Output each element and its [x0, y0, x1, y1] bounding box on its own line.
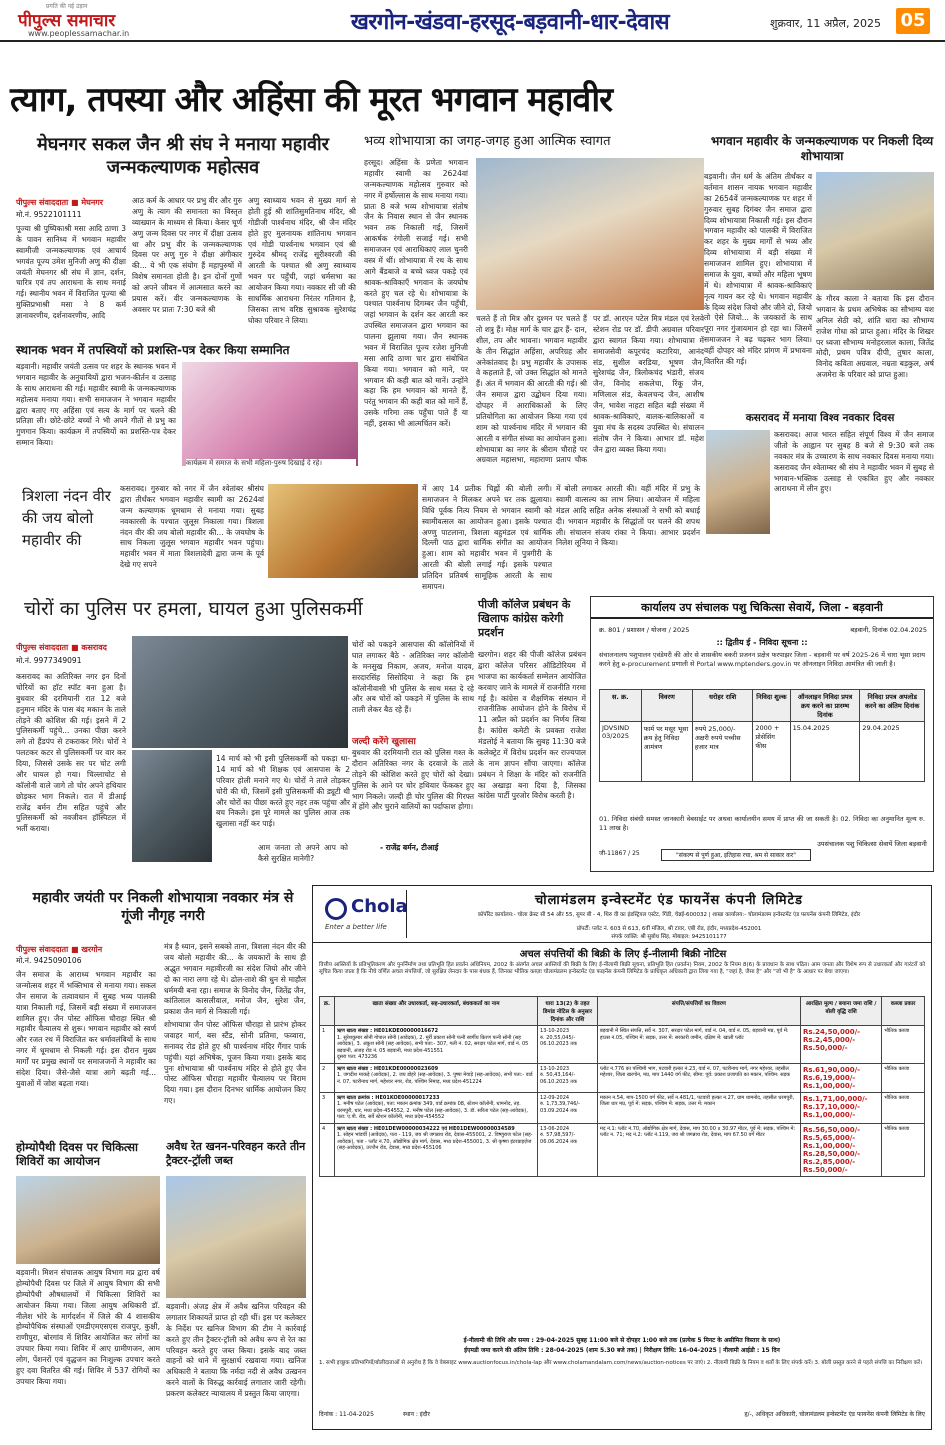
chola-cell — [334, 1063, 537, 1092]
table-row — [600, 722, 925, 782]
chola-intro: वित्तीय आस्तियों के प्रतिभूतिकरण और पुनर्निर्माण तथा प्रतिभूति हित प्रवर्तन अधिनियम, 2002 के अंतर्गत अचल आस्तियों की बिक्री के लिए ई-नीलामी बिक्री सूचना, प्रतिभूति हित (प्रवर्तन) नियम, 2002 के नियम 8(6) के प्रावधान के साथ पठित। आम जनता और विशेष रूप से उधारकर्ता और गारंटरों को सूचित किया जाता है कि नीचे वर्णित अचल संपत्तियाँ, जो सुरक्षित लेनदार के पास बंधक हैं, जिनका भौतिक कब्ज़ा चोलामंडलम इन्वेस्टमेंट एंड फाइनेंस कंपनी लिमिटेड के प्राधिकृत अधिकारी द्वारा लिया गया है, "जहां है, जैसा है" और "जो भी है" के आधार पर बेचा जाएगा। — [319, 962, 925, 976]
chola-cell — [882, 1063, 925, 1092]
main-headline: त्याग, तपस्या और अहिंसा की मूरत भगवान महावीर — [10, 80, 613, 120]
story5-subhead: जल्दी करेंगे खुलासा — [352, 737, 416, 747]
chola-cell — [538, 1123, 598, 1176]
chola-cell-text: ऋण खाता क्रमांक : HE01KOE00000017233 — [336, 1094, 440, 1101]
chola-cell-text: 12-09-2024 — [540, 1094, 570, 1101]
story1-body: पूज्या श्री पुष्पिकाश्री मसा आदि ठाणा 3 के पावन सानिध्य में भगवान महावीर स्वामीजी जन्मकल्याणक एवं आचार्य भगवंत पूज्य उमेश मुनिजी अणु की दीक्षा जयंती मेघनगर श्री संघ में ज्ञान, दर्शन, चारित्र एवं तप आराधना के साथ मनाई गई। स्थानीय भवन में विराजित पूज्या श्री मुक्तिप्रभाश्री मसा ने 8 कर्म ज्ञानावरणीय, दर्शनावरणीय, आदि — [16, 224, 126, 320]
chola-price: Rs.1,71,00,000/- — [802, 1094, 868, 1103]
chola-cell — [597, 1092, 800, 1123]
story1-body2: आठ कर्म के आधार पर प्रभु वीर और गुरु अणु के त्याग की समानता का विस्तृत व्याख्यान के माध्यम से किया। केसर चूर्ण अणु जन्म दिवस पर नगर में दीक्षा उत्सव था और प्रभु वीर के जन्मकल्याणक दिवस पर अणु गुरु ने दीक्षा अंगीकार की... ये भी एक संयोग हैं महापुरुषों में विशेष समानता होती है। इन दोनों गुणों को अपने जीवन में आत्मसात करने का प्रयास करें। वीर जन्मकल्याणक के अवसर पर प्रातः 7:30 बजे श्री — [132, 196, 242, 314]
chola-cell — [334, 1123, 537, 1176]
story3-title: भगवान महावीर के जन्मकल्याणक पर निकली दिव्य शोभायात्रा — [710, 134, 934, 163]
tender-office: कार्यालय उप संचालक पशु चिकित्सा सेवायें, जिला - बड़वानी — [591, 597, 933, 619]
table-row — [320, 1026, 925, 1064]
chola-price-cell — [800, 1063, 881, 1092]
chola-col-header: आरक्षित मूल्य / बयाना जमा राशि / बोली वृद्धि राशि — [800, 997, 881, 1026]
table-row — [320, 1063, 925, 1092]
chola-col-header: धारा 13(2) के तहत डिमांड नोटिस के अनुसार दिनांक और राशि — [538, 997, 598, 1026]
chola-logo — [319, 890, 407, 938]
chola-cell-text: 13-10-2023 — [540, 1065, 570, 1072]
chola-cell — [597, 1063, 800, 1092]
story7-title: महावीर जयंती पर निकली शोभायात्रा नवकार मंत्र से गूंजी नौगृह नगरी — [32, 890, 294, 924]
story5-body: कसरावद का अतिरिक्त नगर इन दिनों चोरियों का हॉट स्पॉट बना हुआ है। बुधवार की दरमियानी रात 12 बजे हनुमान मंदिर के पास बंद मकान के ताले तोड़ने की कोशिश की गई। इसने में 2 पुलिसकर्मी पहुंचे... उनका पीछा करने लगे तो हैंडपंप से टकराकर गिरे। चोरों ने पलटकर कटर से पुलिसकर्मी पर वार कर दिया, जिससे उसके सर पर चोट लगी और घायल हो गया। चिल्लाचोट से कॉलोनी वाले जागे तो चोर अपने हथियार छोड़कर भाग निकले। रात में डीआई राजेंद्र बर्मन टीम सहित पहुंचे और पुलिसकर्मी को नवजीवन हॉस्पिटल में भर्ती कराया। — [16, 672, 126, 834]
chola-cell — [538, 1026, 598, 1064]
chola-heading: अचल संपत्तियों की बिक्री के लिए ई-नीलामी बिक्री नोटिस — [519, 949, 727, 960]
story1b-photo — [182, 362, 358, 466]
story5-body2: चोरों को पकड़ने आसपास की कॉलोनियों में घात लगाकर बैठे - अतिरिक्त नगर कॉलोनी के मनसुख निकाम, अजय, मनोज यादव, सरदारसिंह सिसोदिया ने कहा कि हम कॉलोनीवासी भी पुलिस के साथ मस्त दे रहे और अब चोरों को पकड़ने में पुलिस के साथ ताली लेकर बैठ रहे हैं। — [352, 640, 474, 715]
chola-cell — [538, 1092, 598, 1123]
tender-sign: उपसंचालक पशु चिकित्सा सेवायें जिला बड़वानी — [817, 840, 927, 848]
story1-title: मेघनगर सकल जैन श्री संघ ने मनाया महावीर जन्मकल्याणक महोत्सव — [36, 134, 330, 178]
chola-price: Rs.1,00,000/- — [802, 1081, 856, 1090]
tender-col-header: निविदा शुल्क — [753, 690, 790, 722]
chola-cell-text: रु. 50,43,164/- 06.10.2023 तक — [540, 1072, 577, 1085]
story8-photo — [16, 1176, 160, 1264]
story4-title: त्रिशला नंदन वीर की जय बोलो महावीर की — [22, 487, 111, 549]
tender-notes: 01. निविदा संबंधी समस्त जानकारी वेबसाईट पर अथवा कार्यालयीन समय में प्राप्त की जा सकती है। 02. निविदा का अनुमानित मूल्य रु. 11 लाख है। — [599, 815, 925, 833]
story1-byline: पीपुल्स संवाददाता ■ मेघनगर — [16, 198, 104, 207]
chola-cell — [882, 1092, 925, 1123]
story5-byline: पीपुल्स संवाददाता ■ कसरावद — [16, 643, 107, 652]
masthead-logo[interactable] — [6, 2, 186, 38]
tender-cell: JDVSIND 03/2025 — [600, 722, 642, 782]
story2-body: हरसूद। अहिंसा के प्रणेता भगवान महावीर स्वामी का 2624वां जन्मकल्याणक महोत्सव गुरुवार को नगर में हर्षोल्लास के साथ मनाया गया। प्रातः 8 बजे भव्य शोभायात्रा संतोष जैन के निवास स्थान से जैन स्थानक भवन तक निकाली गई, जिसमें आकर्षक रंगोली सजाई गई। सभी समाजजन एवं आराधिकाएं लाल चुनरी वस्त्र में थीं। शोभायात्रा में रथ के साथ आगे बैंडबाजे व बच्चे ध्वज पकड़े एवं श्रावक-श्राविकाएँ भगवान के जयघोष करते हुए चल रहे थे। शोभायात्रा के पश्चात पार्श्वनाथ दिगम्बर जैन पहुँची, जहां भगवान के दर्शन कर आरती कर उपस्थित समाजजन द्वारा भगवान का पालना झुलाया गया। जैन स्थानक भवन में विराजित पूज्य रजेश मुनिजी मसा आदि ठाणा चार द्वारा संबोधित किया गया। भगवान को माने, पर भगवान की कही बात को मानें। उन्होंने कहा कि हम भगवान को मानते हैं, परंतु भगवान की कही बात को मानें हैं, उसके गरिमा तक पहुँचा पाते हैं या नहीं, इसका भी आत्मचिंतन करें। — [364, 158, 468, 428]
story1-body3: अणु स्वाध्याय भवन से मुख्य मार्ग से होती हुई श्री शांतिसुमतिनाथ मंदिर, श्री गोडीजी पार्श्वनाथ मंदिर, श्री जैन मंदिर होते हुए मुलनायक शांतिनाथ भगवान एवं गोडी पार्श्वनाथ भगवान एवं श्री गुरुदेव श्रीमद् राजेंद्र सूरीश्वरजी की आरती के पश्चात श्री अणु स्वाध्याय भवन पर पहुँची, जहां धर्मसभा का आयोजन किया गया। नवकार सी जी की साधर्मिक आराधना निरंतर गतिमान है, जिसका लाभ वरिष्ठ सुश्रावक सुरेशचंद्र घोका परिवार ने लिया। — [248, 196, 356, 325]
story9-title: अवैध रेत खनन-परिवहन करते तीन ट्रैक्टर-ट्रॉली जब्त — [166, 1140, 306, 1167]
tender-cell: फार्म पर मसूर भूसा क्रय हेतु निविदा आमंत्रण — [641, 722, 692, 782]
chola-logo-text: Chola — [351, 896, 408, 917]
chola-cell — [597, 1123, 800, 1176]
chola-price: Rs.1,00,000/- — [802, 1141, 856, 1150]
story2-title: भव्य शोभायात्रा का जगह-जगह हुआ आत्मिक स्वागत — [364, 134, 611, 149]
chola-cell — [334, 1026, 537, 1064]
chola-cell — [320, 1063, 335, 1092]
chola-col-header: क्र. — [320, 997, 335, 1026]
chola-cell-text: रु. 20,55,045/- 06.10.2023 तक — [540, 1034, 577, 1047]
table-row — [320, 1123, 925, 1176]
story3b-title: कसरावद में मनाया विश्व नवकार दिवस — [745, 412, 895, 424]
issue-date: शुक्रवार, 11 अप्रैल, 2025 — [770, 17, 881, 30]
story3-photo — [816, 172, 934, 290]
chola-sign: ह/-, अधिकृत अधिकारी, चोलामंडलम इन्वेस्टमेंट एंड फायनेंस कंपनी लिमिटेड के लिए — [744, 1411, 925, 1418]
chola-price: Rs.56,50,000/- — [802, 1125, 861, 1134]
chola-col-header: संपत्ति/संपत्तियों का विवरण — [597, 997, 800, 1026]
story8-title: होम्योपैथी दिवस पर चिकित्सा शिविरों का आयोजन — [16, 1140, 138, 1169]
chola-cell-text: ऋण खाता संख्या : HE01DEW00000034222 एवं HE01DEW00000034589 — [336, 1125, 515, 1132]
chola-cell-text: रु. 57,98,597/- 06.06.2024 तक — [540, 1132, 577, 1145]
logo-name: पीपुल्स समाचार — [18, 11, 116, 31]
chola-cell — [538, 1063, 598, 1092]
logo-tagline: प्रगति की नई उड़ान — [46, 3, 88, 10]
chola-price: Rs.28,50,000/- — [802, 1149, 861, 1158]
chola-logo-tagline: Enter a better life — [325, 923, 387, 931]
tender-col-header: धरोहर राशि — [692, 690, 753, 722]
chola-auction-notice — [312, 885, 932, 1430]
tender-col-header: ऑनलाइन निविदा प्रपत्र क्रय करने का प्रारम्भ दिनांक — [790, 690, 860, 722]
chola-cell-text: 1. सुरेशकुमार सोनी गोपाल सोनी (आवेदक), 2. मुर्री प्रकाश सोनी पत्नी स्वर्गीय किरण पत्नी सोनी (सह आवेदक), 3. अंकुश सोनी (सह आवेदक), सभी पता:- 307, गली नं. 02, सरदार पटेल मार्ग, वार्ड नं. 05 बड़वानी, अंजड़ रोड नं. 05 बड़वानी, मध्य प्रदेश-451551 — [336, 1034, 529, 1054]
tender-footer-ref: जी-11867 / 25 — [599, 850, 640, 857]
chola-price: Rs.50,000/- — [802, 1044, 848, 1052]
chola-place: स्थान : इंदौर — [403, 1411, 430, 1418]
chola-cell-text: भौतिक कब्जा — [884, 1028, 910, 1034]
story3b-photo — [706, 430, 770, 534]
page-header — [0, 0, 945, 42]
chola-cell-text: रु. 1,73,39,746/- 03.09.2024 तक — [540, 1101, 580, 1114]
story1b-body: बड़वानी। महावीर जयंती उत्सव पर शहर के स्थानक भवन में भगवान महावीर के अनुयायियों द्वारा भजन-कीर्तन व उत्साह के साथ आराधना की गई। महावीर स्वामी के जन्मकल्याणक महोत्सव मनाया गया। सभी समाजजन ने भगवान महावीर द्वारा बताए गए अहिंसा एवं सत्य के मार्ग पर चलने की प्रतिज्ञा ली। छोटे-छोटे बच्चों ने भी अपने गीतों से प्रभु का गुणगान किया। कार्यक्रम में तपस्वियों का प्रशस्ति-पत्र देकर सम्मान किया। — [16, 362, 176, 448]
story6-body: खरगोन। शहर की पीजी कॉलेज प्रबंधन द्वारा कॉलेज परिसर ऑडिटोरियम में भाजपा का कार्यकर्ता सम्मेलन आयोजित करवाए जाने के मामले में राजनीति गरमा गई है। कांग्रेस व शैक्षणिक संस्थान में राजनीतिक आयोजन होने के विरोध में 11 अप्रैल को प्रदर्शन का निर्णय लिया है। कांग्रेस कमेटी के प्रवक्ता राजेश मंडलोई ने बताया कि सुबह 11:30 बजे कलेक्ट्रेट में विरोध प्रदर्शन कर राज्यपाल के नाम ज्ञापन सौंपा जाएगा। कॉलेज प्रबंधन ने शिक्षा के मंदिर को राजनीति का अखाड़ा बना दिया है, जिसका कांग्रेस पार्टी पुरजोर विरोध करती है। — [478, 650, 586, 801]
story2-photo — [476, 158, 704, 310]
chola-cell — [320, 1123, 335, 1176]
story3-body2: के गौरव काला ने बताया कि इस दौरान भगवान के प्रथम अभिषेक का सौभाग्य यश अनिल सेठी को, शांति धारा का सौभाग्य राजेश गोधा को प्राप्त हुआ। मंदिर के शिखर पर ध्वजा सौभाग्य मनोहरलाल काला, जितेंद्र मोदी, प्रथम पवित्र दीपी, तुषार काला, विनोद कविता अग्रवाल, नम्रता बड़कुल, अर्ष अजमेरा के परिवार को प्राप्त हुआ। — [816, 294, 934, 380]
chola-logo-mark — [325, 898, 347, 920]
chola-cell-text: भौतिक कब्जा — [884, 1065, 910, 1072]
chola-auction-date: ई-नीलामी की तिथि और समय : 29-04-2025 सुबह 11:00 बजे से दोपहर 1:00 बजे तक (प्रत्येक 5 मिनट के असीमित विस्तार के साथ) — [463, 1337, 781, 1344]
tender-cell: रुपये 25,000/- अक्षरी रुपये पच्चीस हजार मात्र — [692, 722, 753, 782]
page-number: 05 — [896, 8, 930, 34]
tender-notice — [590, 596, 934, 872]
chola-cell-text: प्लॉट न.776 का पश्चिमी भाग, पटवारी हल्का नं.23, वार्ड नं. 07, पटरीनाथ मार्ग, नगर महेश्वर, तहसील महेश्वर, जिला खरगोन, मप्र, माप 1440 वर्ग फीट, सीमा: पूर्व: प्रकाश प्रजापति का मकान, पश्चिम: सड़क — [599, 1065, 791, 1078]
chola-cell-text: 1. जगदीश माकड़े (आवेदक), 2. जय डोहरे (सह-आवेदक), 3. पुष्पा मेवाड़े (सह-आवेदक), सभी पता:- वार्ड नं. 07, पटरीनाथ मार्ग, महेश्वर नगर, रोड, पश्चिम निमाड़, मध्य प्रदेश-451224 — [336, 1072, 533, 1085]
chola-address2: प्रॉपर्टी: प्लॉट नं. 603 से 613, 6वीं मंजिल, श्री टावर, एबी रोड, इंदौर, मध्यप्रदेश-452001 — [576, 926, 762, 932]
story7-byline: पीपुल्स संवाददाता ■ खरगोन — [16, 945, 103, 954]
chola-price: Rs.5,65,000/- — [802, 1133, 856, 1142]
story4-body3: में बोली लगाकर आरती की। वहीं मंदिर में प्रभु के स्वामी वात्सल्य का लाभ लिया। आयोजन में महिला मंडल आदि सहित अनेक संस्थाओं ने सभी को बधाई दी। भगवान महावीर के सिद्धांतों पर चलने की शपथ ली। संचालन संजय रांका ने किया। आभार प्रदर्शन निलेश लूनिया ने किया। — [556, 484, 700, 548]
story9-body: बड़वानी। अंजड़ क्षेत्र में अवैध खनिज परिवहन की लगातार शिकायतें प्राप्त हो रही थीं। इस पर कलेक्टर के निर्देश पर खनिज विभाग की टीम ने कार्रवाई करते हुए तीन ट्रैक्टर-ट्रॉली को अवैध रूप से रेत का परिवहन करते हुए जब्त किया। इसके बाद जब्त वाहनों को थाने में सुरक्षार्थ रखवाया गया। खनिज अधिकारी ने बताया कि नर्मदा नदी से अवैध उत्खनन करने वालों के विरुद्ध कार्रवाई लगातार जारी रहेगी। प्रकरण कलेक्टर न्यायालय में प्रस्तुत किया जाएगा। — [166, 1302, 306, 1398]
story5-photo1 — [132, 636, 348, 748]
chola-col-header: कब्जा प्रकार — [882, 997, 925, 1026]
story5-caption1: 14 मार्च को भी इसी पुलिसकर्मी को पकड़ा था- 14 मार्च को भी शिक्षक एवं आसपास के 2 परिवार होली मनाने गए थे। चोरों ने ताले तोड़कर चोरी की थी, जिसमें इसी पुलिसकर्मी की ड्यूटी थी और चोरों का पीछा करते हुए नहर तक पहुंचा और बच निकले। इस पूरे मामले का पुलिस आज तक खुलासा नहीं कर पाई। — [216, 754, 350, 829]
chola-price: Rs.6,19,000/- — [802, 1073, 856, 1082]
tender-heading: :: द्वितीय ई - निविदा सूचना :: — [716, 638, 808, 647]
chola-divider — [313, 942, 931, 943]
chola-cell-text: 4 — [322, 1125, 326, 1132]
chola-emd: ईएमडी जमा करने की अंतिम तिथि : 28-04-2025 (शाम 5.30 बजे तक) | निरीक्षण तिथि: 16-04-2025 | नीलामी आईडी : 15 दिन — [464, 1347, 780, 1354]
chola-notes: 1. सभी इच्छुक प्रतिभागियों/बोलीदाताओं से अनुरोध है कि वे वेबसाइट www.auctionfocus.in/chola-lap और www.cholamandalam.com/news/auction-notices पर जाएं। 2. नीलामी बिक्री के नियम व शर्तों के लिए संपर्क करें। 3. बोली प्रस्तुत करने से पहले संपत्ति का निरीक्षण करें। — [319, 1360, 923, 1366]
story6-title: पीजी कॉलेज प्रबंधन के खिलाफ कांग्रेस करेगी प्रदर्शन — [478, 598, 571, 639]
chola-price: Rs.61,90,000/- — [802, 1065, 861, 1074]
tender-cell: 2000 + प्रोसेसिंग फीस — [753, 722, 790, 782]
story4-photo — [268, 484, 418, 578]
chola-price-cell — [800, 1092, 881, 1123]
story7-body2: मंत्र है ध्यान, इसने सबको ताना, त्रिशला नंदन वीर की जय बोलो महावीर की... के जयकारों के साथ ही अद्भुत भगवान महावीरजी का संदेश जियो और जीने दो का नारा लगा रहे थे। ढोल-ताशे की धुन से माहौल धर्ममयी बना रहा। समाज के विनोद जैन, जितेंद्र जैन, कांतिलाल कासलीवाल, मनोज जैन, सुरेश जैन, प्रकाश जैन मार्ग से निकाली गई। — [164, 942, 306, 1017]
chola-cell-text: 3 — [322, 1094, 326, 1101]
story7-phone: मो.नं. 9425090106 — [16, 956, 82, 965]
chola-price: Rs.24,50,000/- — [802, 1028, 861, 1036]
tender-intro: संचालनालय पशुपालन एवंडेयरी की ओर से शासकीय बकरी प्रजनन प्रक्षेत्र फरपाझर जिला - बड़वानी पर वर्ष 2025-26 में चारा भूसा प्रदाय करने हेतु e-procurement प्रणाली से Portal www.mptenders.gov.in पर ऑनलाइन निविदा आमंत्रित की जाती है। — [599, 651, 925, 669]
chola-col-header: खाता संख्या और उधारकर्ता, सह-उधारकर्ता, बंधककर्ता का नाम — [334, 997, 537, 1026]
tender-slogan: "संकल्प से पूर्ण हुआ, इतिहास रचा, श्रम से साकार कर" — [661, 849, 811, 861]
story7-body3: शोभायात्रा जैन पोस्ट ऑफिस चौराहा से प्रारंभ होकर जवाहर मार्ग, बस स्टैंड, सोनी प्रतिमा, फव्वारा, सनावद रोड होते हुए श्री पार्श्वनाथ मंदिर गैंगार पार्क पहुंची। यहां अभिषेक, पूजन किया गया। इसके बाद पुनः शोभायात्रा श्री पार्श्वनाथ मंदिर से होते हुए जैन पोस्ट ऑफिस चौराहा महावीर चैत्यालय पर विराम दिया गया। इस दौरान दिनभर धार्मिक आयोजन किए गए। — [164, 1020, 306, 1106]
story2-body2: चलते हैं तो मित्र और दुश्मन पर चलते हैं तो शत्रु हैं। मोक्ष मार्ग के चार द्वार हैं- दान, शील, तप और भावना। भगवान महावीर के तीन सिद्धांत अहिंसा, अपरिग्रह और अनेकांतवाद है। प्रभु महावीर के उपासक वे कहलाते हैं, जो उक्त सिद्धांत को मानते हैं। अंत में भगवान की आरती की गई। श्री जैन समाज द्वारा उद्बोधन दिया गया। दोपहर में आराधिकाओं के लिए प्रतियोगिता का आयोजन किया गया एवं शाम को पार्श्वनाथ मंदिर में भगवान की आरती व संगीत संध्या का आयोजन हुआ। शोभायात्रा का नगर के श्रीराम चौराहे पर अग्रवाल महासभा, महाराणा प्रताप चौक पर डॉ. आरएन पटेल मित्र मंडल एवं रेलवे स्टेशन रोड पर डॉ. डीपी अग्रवाल परिवार द्वारा स्वागत किया गया। शोभायात्रा में समाजसेवी कपूरचंद कटारिया, आनंद संड, सुशील बरडिया, भूषण जैन, सुरेशचंद्र जैन, त्रिलोकचंद भंडारी, संजय जैन, विनोद सकलेचा, रिंकू जैन, मणिलाल संड, केवलचन्द जैन, आशीष जैन, भावेश नाहटा सहित बड़ी संख्या में श्रावक-श्राविकाएं, बालक-बालिकाओं व युवा मंच के सदस्य उपस्थित थे। संचालन संतोष जैन ने किया। आभार डॉ. महेश जैन द्वारा व्यक्त किया गया। — [476, 314, 704, 465]
story5-title: चोरों का पुलिस पर हमला, घायल हुआ पुलिसकर्मी — [24, 598, 363, 620]
chola-price-cell — [800, 1123, 881, 1176]
table-row — [320, 1092, 925, 1123]
tender-table — [599, 689, 925, 785]
chola-cell-text: 1. सोहन भांडर्ची (आवेदक), पता - 119, जय श्री जगन्नाथ रोड, देवास-455001, 2. विष्णुराज पटेल (सह-आवेदक), पता - प्लॉट नं.70, ऑद्योगिक क्षेत्र मार्ग, देवास, मध्य प्रदेश-455001, 3. श्री कृष्णा इंटरप्राइज़ेज (सह-आवेदक), उज्जैन रोड, देवास, मध्य प्रदेश-455106 — [336, 1132, 533, 1151]
chola-price: Rs.2,45,000/- — [802, 1036, 856, 1044]
chola-price: Rs.50,000/- — [802, 1165, 848, 1174]
story5-photo2 — [132, 750, 212, 862]
tender-date: बड़वानी, दिनांक 02.04.2025 — [850, 626, 927, 634]
chola-cell — [334, 1092, 537, 1123]
chola-cell — [882, 1026, 925, 1064]
story5-phone: मो.नं. 9977349091 — [16, 656, 82, 665]
tender-col-header: निविदा प्रपत्र अपलोड करने का अंतिम दिनांक — [860, 690, 925, 722]
chola-cell-text: मद नं.1: प्लॉट नं.70, ऑद्योगिक क्षेत्र मार्ग, देवास, माप 30.00 x 30.97 मीटर, पूर्व में: सड़क, पश्चिम में: प्लॉट न. 71; मद नं.2: प्लॉट नं.119, जय श्री जगन्नाथ रोड, देवास, माप 67.50 वर्ग मीटर — [599, 1125, 796, 1138]
tender-col-header: स. क्र. — [600, 690, 642, 722]
chola-cell-text: मकान न.54, माप-1500 वर्ग फीट, सर्वे न.481/1, पटवारी हल्का न.27, ग्राम धामनोद, तहसील धरमपुरी, जिला धार मप्र, पूर्व में: सड़क, पश्चिम में: सड़क, उत्तर में: मकान — [599, 1094, 795, 1107]
chola-cell-text: ऋण खाता संख्या : HE01KDE00000023609 — [336, 1065, 439, 1072]
chola-cell-text: भौतिक कब्जा — [884, 1125, 910, 1132]
story5-sign: - राजेंद्र बर्मन, टीआई — [380, 843, 439, 852]
chola-cell — [597, 1026, 800, 1064]
story3-body: बड़वानी। जैन धर्म के अंतिम तीर्थंकर व वर्तमान शासन नायक भगवान महावीर का 2654वें जन्मकल्याणक पर शहर में गुरुवार सुबह दिगंबर जैन समाज द्वारा दिव्य शोभायात्रा निकाली गई। इस दौरान भगवान महावीर को पालकी में विराजित कर शहर के मुख्य मार्गों से भव्य और दिव्य शोभायात्रा में बड़ी संख्या में समाजजन शामिल हुए। शोभायात्रा में समाज के युवा, बच्चों और महिला भूषण में थे। शोभायात्रा में श्रावक-श्राविकाएं नृत्य गायन कर रहे थे। भगवान महावीर के दिव्य संदेश जियो और जीने दो, जियो तो ऐसे जियो... के जयकारों के साथ पूरा नगर गुंजायमान हो रहा था। जिसमें समाजजन ने बढ़ चढ़कर भाग लिया। वहीं दोपहर को मंदिर प्रांगण में प्रभावना वितरित की गई। — [704, 172, 812, 366]
chola-cell — [882, 1123, 925, 1176]
story1-phone: मो.नं. 9522101111 — [16, 210, 82, 219]
chola-price: Rs.17,10,000/- — [802, 1102, 861, 1111]
chola-price: Rs.1,00,000/- — [802, 1110, 856, 1119]
tender-cell: 15.04.2025 — [790, 722, 860, 782]
chola-contact: संपर्क व्यक्ति: श्री सुबोध सिंह, मोबाइल: 9425101177 — [611, 934, 727, 940]
tender-ref: क्र. 801 / प्रशासन / योजना / 2025 — [599, 626, 690, 634]
chola-company-name: चोलामंडलम इन्वेस्टमेंट एंड फायनेंस कंपनी लिमिटेड — [534, 893, 804, 908]
story9-photo — [166, 1176, 306, 1298]
logo-url[interactable]: www.peoplessamachar.in — [28, 29, 130, 38]
chola-cell-text: बड़वानी में स्थित संपत्ति, सर्वे न. 307, सरदार पटेल मार्ग, वार्ड नं. 04, वार्ड नं. 05, बड़वानी मप्र, पूर्व में: हाउस नं.05, पश्चिम में: सड़क, उत्तर में: सरकारी जमीन, दक्षिण में: खाली प्लॉट — [599, 1028, 789, 1041]
chola-cell-text: दूसरा पता: 473236 — [336, 1054, 378, 1060]
story5-body3: बुधवार की दरमियानी रात को पुलिस गश्त के दौरान अतिरिक्त नगर के दरवाजे के ताले तोड़ने की कोशिश करते हुए चोरों को देखा। पुलिस के आने पर चोर हथियार फेंककर हुए भाग निकले। जल्दी ही चोर पुलिस की गिरफ्त में होंगे और चुराने वालियों का पर्दाफाश होगा। — [352, 748, 474, 812]
story7-body: जैन समाज के आराध्य भगवान महावीर का जन्मोत्सव शहर में भक्तिभाव से मनाया गया। सकल जैन समाज के तत्वावधान में सुबह भव्य पालकी यात्रा निकाली गई, जिसमें बड़ी संख्या में समाजजन शामिल हुए। जैन पोस्ट ऑफिस चौराहा स्थित श्री महावीर चैत्यालय से शुरू। भगवान महावीर को स्वर्ण और रजत रथ में विराजित कर धर्मावलंबियों के साथ नगर में धूमधाम से निकली गई। इस दौरान मुख्य मार्गों पर प्रमुख स्थानों पर समाजजनों ने महावीर का संदेश दिया। जैसे-जैसे यात्रा आगे बढ़ती गई... युवाओं में जोश बढ़ता गया। — [16, 970, 156, 1088]
tender-cell: 29.04.2025 — [860, 722, 925, 782]
chola-cell-text: ऋण खाता संख्या : HE01KDE00000016672 — [336, 1028, 439, 1034]
chola-cell-text: 13-10-2023 — [540, 1028, 570, 1034]
chola-cell-text: 2 — [322, 1065, 326, 1072]
chola-cell-text: 13-06-2024 — [540, 1125, 570, 1132]
chola-table — [319, 996, 925, 1334]
chola-price: Rs.2,85,000/- — [802, 1157, 856, 1166]
chola-cell — [320, 1092, 335, 1123]
chola-cell-text: 1. मनीष पटेल (आवेदक), पता: मकान क्रमांक 349, वार्ड क्रमांक 08, स्टेशन कॉलोनी, धामनोद, तह. धरमपुरी, धार, मध्य प्रदेश-454552, 2. मनीष पटेल (सह-आवेदक), 3. डॉ. सरिता पटेल (सह-आवेदक), पता: ए.पी. रोड, सर्वे स्टेशन कॉलोनी, मध्य प्रदेश-454552 — [336, 1101, 528, 1120]
chola-price-cell — [800, 1026, 881, 1064]
chola-cell-text: 1 — [322, 1028, 326, 1034]
chola-date: दिनांक : 11-04-2025 — [319, 1411, 374, 1418]
story5-caption2: आम जनता तो अपने आप को कैसे सुरक्षित मानेगी? — [258, 843, 348, 863]
story4-body2: में आए 14 प्रतीक चिह्नों की बोली लगी। समाजजन ने मिलकर अपने घर तक झूलाया। विधि पूर्वक नित्य नियम से भगवान स्वामी को स्वामीवत्सल का आयोजन हुआ। इसके पश्चात अण्णु पाटलाना, त्रिशला बहुमंडल एवं धार्मिक दिल्ली पाठ द्वारा धार्मिक संगीत का आयोजन हुआ। शाम को महावीर भवन में पुत्रगीरी के आरती की बोली लगाई गई। इसके पश्चात प्रतिदिन प्रतिवर्ष सामूहिक आरती के साथ समापन। — [422, 484, 552, 591]
story3b-body: कसरावद। आज भारत सहित संपूर्ण विश्व में जैन समाज जीतो के आह्वान पर सुबह 8 बजे से 9:30 बजे तक नवकार मंत्र के उच्चारण के साथ नवकार दिवस मनाया गया। कसरावद जैन श्वेताम्बर श्री संघ ने महावीर भवन में सुबह से भगवान-भक्तिक उत्साह से एकत्रित हुए और नवकार आराधना में लीन हुए। — [774, 430, 934, 494]
tender-col-header: विवरण — [641, 690, 692, 722]
region-title: खरगोन-खंडवा-हरसूद-बड़वानी-धार-देवास — [350, 10, 670, 35]
story1b-caption: कार्यक्रम में समाज के सभी महिला-पुरुष दिखाई दे रहे। — [186, 459, 356, 469]
story8-body: बड़वानी। मिशन संचालक आयुष विभाग मप्र द्वारा वर्ष होम्योपैथी दिवस पर जिले में आयुष विभाग की सभी होम्योपैथी औषधालयों में चिकित्सा शिविरों का आयोजन किया गया। जिला आयुष अधिकारी डॉ. नीलेश भोरे के मार्गदर्शन में जिले की 4 शासकीय होम्योपैथिक संस्थाओं एमडीएमएसएस राजपुर, कुक्षी, राणीपुरा, बोरगांव में शिविर आयोजित कर लोगों का उपचार किया गया। शिविर में आए ग्रामीणजन, आम लोग, पेंशनरों एवं वृद्धजन का निःशुल्क उपचार करते हुए दवा वितरित की गई। शिविर में 537 रोगियों का उपचार किया गया। — [16, 1268, 160, 1386]
chola-address1: कॉर्पोरेट कार्यालय:- चोला क्रेस्ट सी 54 और 55, सुपर बी - 4, थिरु वी का इंडस्ट्रियल एस्टेट, गिंडी, चेन्नई-600032 | शाखा कार्यालय:- चोलामंडलम इन्वेस्टमेंट एंड फायनेंस कंपनी लिमिटेड, इंदौर — [477, 912, 861, 918]
chola-cell — [320, 1026, 335, 1064]
chola-cell-text: भौतिक कब्जा — [884, 1094, 910, 1101]
story4-body: कसरावद। गुरुवार को नगर में जैन श्वेतांबर श्रीसंघ द्वारा तीर्थंकर भगवान महावीर स्वामी का 2624वां जन्म कल्याणक धूमधाम से मनाया गया। सुबह नवकारसी के पश्चात जुलूस निकाला गया। त्रिशला नंदन वीर की जय बोलो महावीर की... के जयघोष के साथ निकला जुलूस भगवान महावीर भवन पहुंचा। महावीर भवन में माता त्रिशलादेवी द्वारा जन्म के पूर्व देखे गए सपने — [120, 484, 264, 570]
story1b-title: स्थानक भवन में तपस्वियों को प्रशस्ति-पत्र देकर किया सम्मानित — [16, 343, 290, 357]
